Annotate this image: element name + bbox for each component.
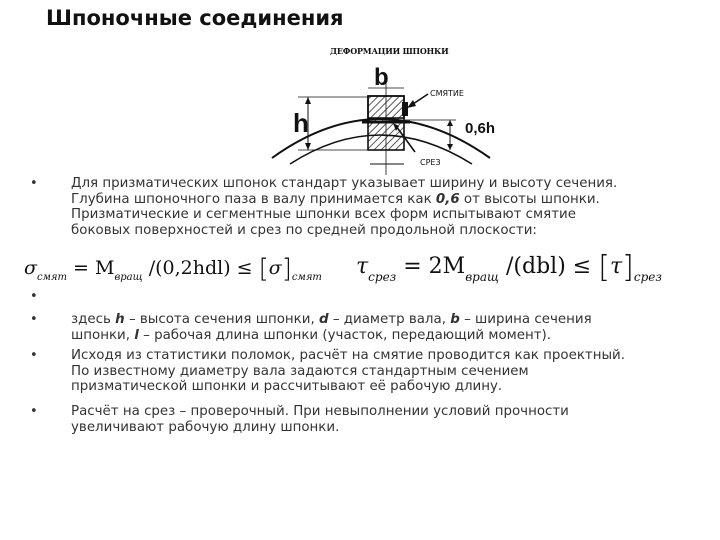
bullet-line: призматической шпонки и рассчитывают её рабочую длину. (71, 379, 503, 395)
bullet-line: Исходя из статистики поломок, расчёт на смятие проводится как проектный. (71, 348, 625, 363)
bullet-line: шпонки, l – рабочая длина шпонки (участок, передающий момент). (71, 327, 552, 343)
key-deformation-diagram (250, 40, 510, 180)
figure-title: ДЕФОРМАЦИИ ШПОНКИ (330, 46, 449, 56)
figure-depth-label: 0,6h (465, 120, 496, 137)
bullet-line: Глубина шпоночного паза в валу принимается как 0,6 от высоты шпонки. (71, 191, 600, 207)
bullet-item (71, 176, 691, 238)
bullet-item (71, 312, 691, 343)
page-title: Шпоночные соединения (46, 6, 344, 30)
bullet-item (71, 348, 691, 395)
depth-ratio: 0,6 (435, 191, 460, 207)
shear-formula: $\tau_{срез} = 2M_{вращ}$ $/(dbl) \le [\tau]_{срез}$ (356, 250, 662, 285)
figure-shear-label: СРЕЗ (420, 158, 441, 167)
bullet-line: Расчёт на срез – проверочный. При невыполнении условий прочности (71, 404, 569, 419)
bullet-item (71, 404, 691, 435)
bullet-marker: • (30, 348, 38, 363)
bullet-line: Для призматических шпонок стандарт указывает ширину и высоту сечения. (71, 176, 618, 191)
figure-crush-label: СМЯТИЕ (430, 89, 464, 98)
bullet-marker: • (30, 289, 38, 304)
figure-h-label: h (293, 108, 309, 138)
bullet-marker: • (30, 176, 38, 191)
crush-zone (402, 102, 408, 116)
crush-formula: $\sigma_{смят} = M_{вращ}$ $/(0,2hdl) \le [\sigma]_{смят}$ (24, 254, 322, 284)
bullet-line: боковых поверхностей и срез по средней продольной плоскости: (71, 222, 537, 238)
bullet-line: здесь h – высота сечения шпонки, d – диаметр вала, b – ширина сечения (71, 312, 592, 327)
bullet-line: По известному диаметру вала задаются стандартным сечением (71, 363, 529, 379)
bullet-line: увеличивают рабочую длину шпонки. (71, 419, 340, 435)
bullet-marker: • (30, 312, 38, 327)
figure-b-label: b (374, 64, 389, 91)
bullet-marker: • (30, 404, 38, 419)
bullet-line: Призматические и сегментные шпонки всех форм испытывают смятие (71, 207, 576, 223)
